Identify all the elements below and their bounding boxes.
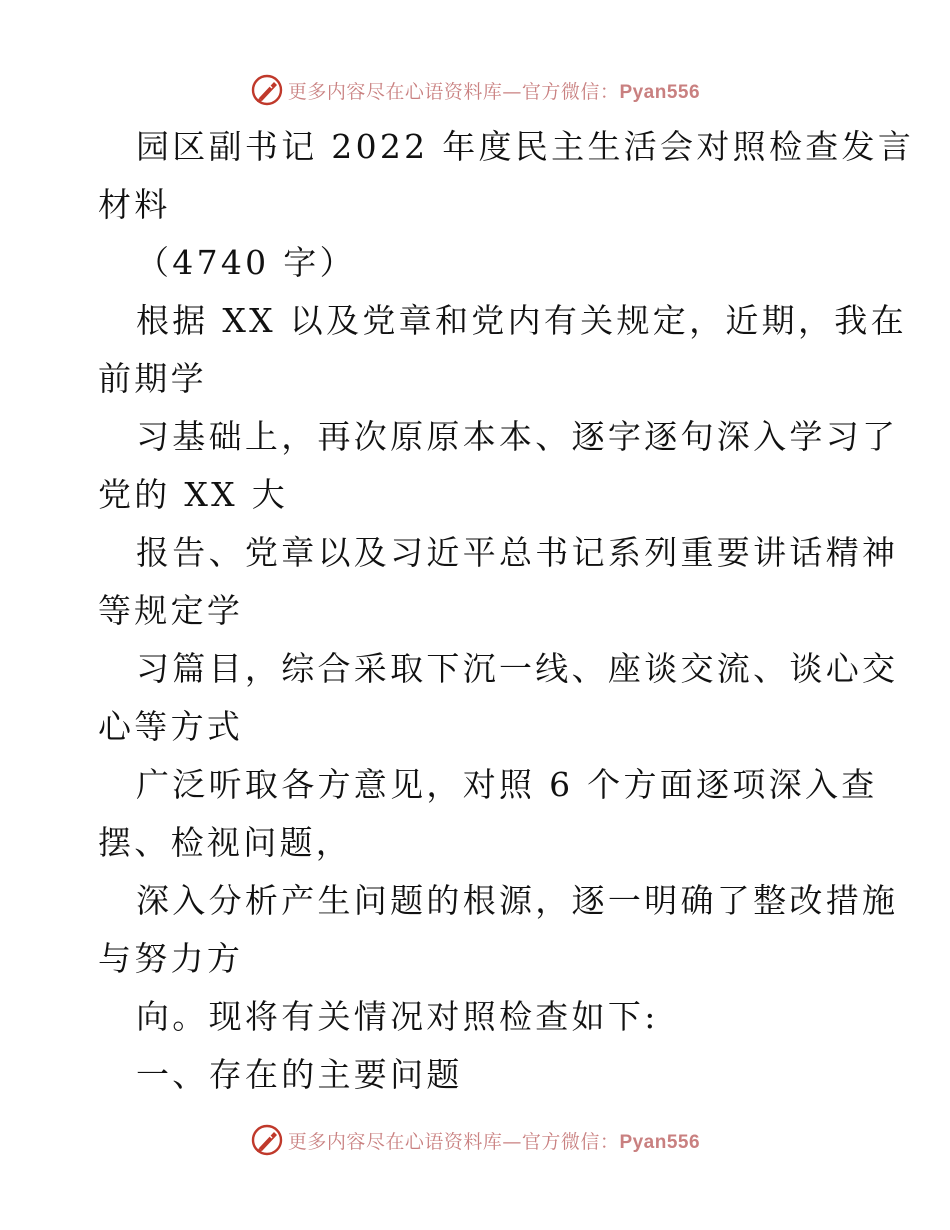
text-line: 习基础上，再次原原本本、逐字逐句深入学习了 — [136, 417, 899, 456]
text-line: 向。现将有关情况对照检查如下: — [136, 997, 659, 1036]
footer-watermark — [0, 1122, 950, 1158]
watermark-label: 更多内容尽在心语资料库—官方微信： — [287, 1130, 620, 1153]
text-line: 前期学 — [98, 359, 207, 398]
text-line: 根据 XX 以及党章和党内有关规定，近期，我在 — [136, 301, 907, 340]
watermark-text — [288, 77, 700, 104]
text-line: 习篇目，综合采取下沉一线、座谈交流、谈心交 — [136, 649, 899, 688]
text-line: 园区副书记 2022 年度民主生活会对照检查发言 — [136, 127, 915, 166]
text-line: 与努力方 — [98, 939, 244, 978]
quill-pen-logo-icon — [250, 73, 284, 107]
text-line: 报告、党章以及习近平总书记系列重要讲话精神 — [136, 533, 899, 572]
text-line: 广泛听取各方意见，对照 6 个方面逐项深入查 — [136, 765, 878, 804]
text-line: 党的 XX 大 — [98, 475, 289, 514]
document-body — [98, 118, 915, 1104]
text-line: （4740 字） — [136, 243, 356, 282]
watermark-account: Pyan556 — [619, 1131, 701, 1153]
text-line: 心等方式 — [98, 707, 244, 746]
watermark-account: Pyan556 — [619, 81, 701, 103]
text-line: 材料 — [98, 185, 171, 224]
text-line: 等规定学 — [98, 591, 244, 630]
watermark-text — [288, 1127, 700, 1154]
header-watermark — [0, 72, 950, 108]
text-line: 摆、检视问题， — [98, 823, 353, 862]
text-line: 深入分析产生问题的根源，逐一明确了整改措施 — [136, 881, 899, 920]
quill-pen-logo-icon — [250, 1123, 284, 1157]
section-heading: 一、存在的主要问题 — [136, 1055, 463, 1094]
watermark-label: 更多内容尽在心语资料库—官方微信： — [287, 80, 620, 103]
